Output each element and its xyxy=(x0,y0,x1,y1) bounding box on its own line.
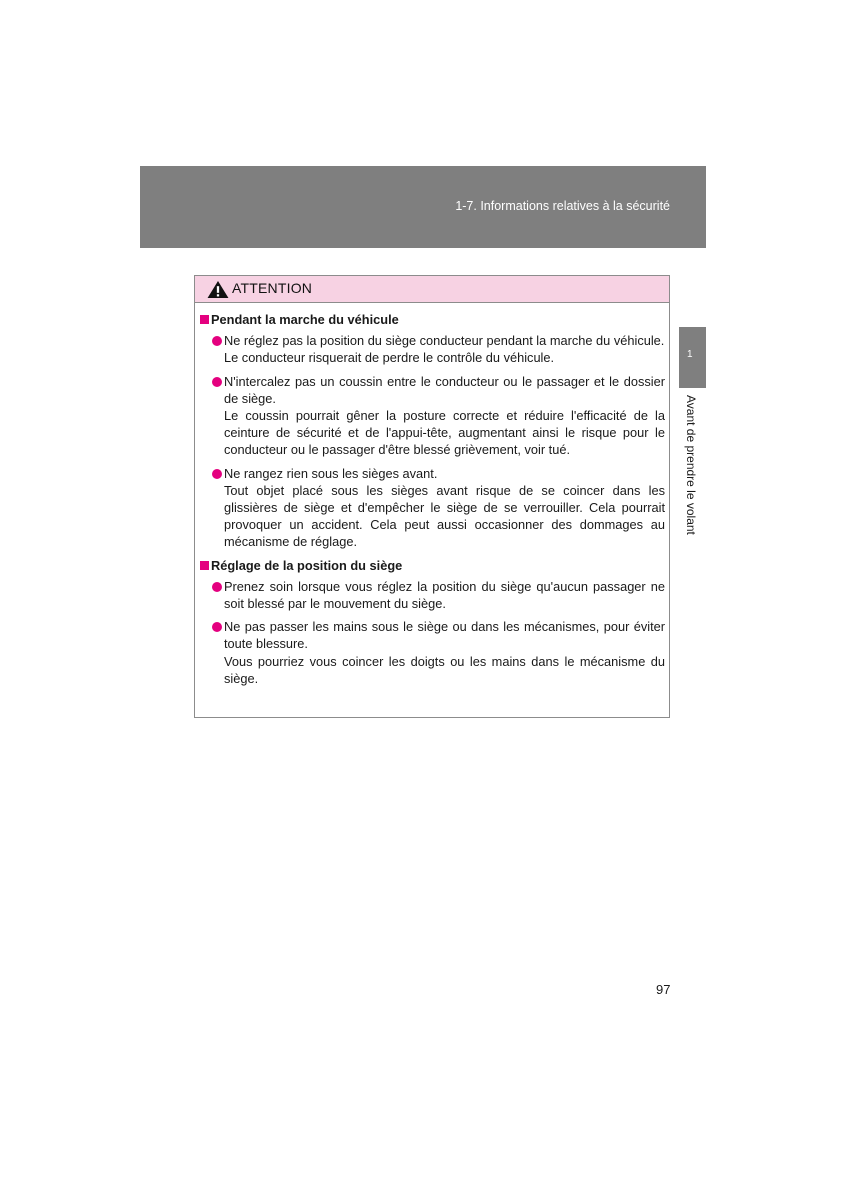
item-text: Ne réglez pas la position du siège conducteur pendant la marche du véhicule. xyxy=(224,333,665,349)
list-item xyxy=(224,332,665,366)
list-item xyxy=(224,465,665,551)
list-item xyxy=(224,618,665,687)
warning-box xyxy=(194,275,670,718)
circle-bullet-icon xyxy=(212,622,222,632)
chapter-tab xyxy=(679,327,706,388)
circle-bullet-icon xyxy=(212,377,222,387)
circle-bullet-icon xyxy=(212,469,222,479)
section-heading xyxy=(198,311,665,328)
item-detail: Tout objet placé sous les sièges avant risque de se coincer dans les glissières de siège et d'empêcher le siège de se verrouiller. Cela pourrait provoquer un accident. Cela peut aussi occasionner des dommages au mécanisme de réglage. xyxy=(224,482,665,550)
warning-triangle-icon xyxy=(206,280,230,299)
list-item xyxy=(224,578,665,612)
circle-bullet-icon xyxy=(212,582,222,592)
page-number: 97 xyxy=(656,982,671,997)
section-heading-text: Pendant la marche du véhicule xyxy=(211,312,399,327)
warning-header xyxy=(195,276,669,303)
section-heading xyxy=(198,557,665,574)
item-text: Ne pas passer les mains sous le siège ou dans les mécanismes, pour éviter toute blessure. xyxy=(224,619,665,652)
item-text: Ne rangez rien sous les sièges avant. xyxy=(224,465,438,481)
item-detail: Vous pourriez vous coincer les doigts ou les mains dans le mécanisme du siège. xyxy=(224,653,665,686)
item-text: Prenez soin lorsque vous réglez la position du siège qu'aucun passager ne soit blessé par le mouvement du siège. xyxy=(224,578,665,612)
item-text: N'intercalez pas un coussin entre le conducteur ou le passager et le dossier de siège. xyxy=(224,373,665,406)
chapter-number: 1 xyxy=(687,349,693,360)
item-detail: Le conducteur risquerait de perdre le contrôle du véhicule. xyxy=(224,350,555,366)
section-header-bar xyxy=(140,166,706,248)
item-detail: Le coussin pourrait gêner la posture correcte et réduire l'efficacité de la ceinture de sécurité et de l'appui-tête, augmentant ainsi le risque pour le conducteur ou le passager d'être blessé grièvement, voir tué. xyxy=(224,408,665,458)
list-item xyxy=(224,373,665,459)
warning-title: ATTENTION xyxy=(232,280,313,296)
circle-bullet-icon xyxy=(212,336,222,346)
chapter-label: Avant de prendre le volant xyxy=(684,395,698,535)
square-bullet-icon xyxy=(200,561,209,570)
square-bullet-icon xyxy=(200,315,209,324)
section-title: 1-7. Informations relatives à la sécurité xyxy=(455,199,670,213)
warning-content xyxy=(195,303,669,693)
section-heading-text: Réglage de la position du siège xyxy=(211,557,403,573)
